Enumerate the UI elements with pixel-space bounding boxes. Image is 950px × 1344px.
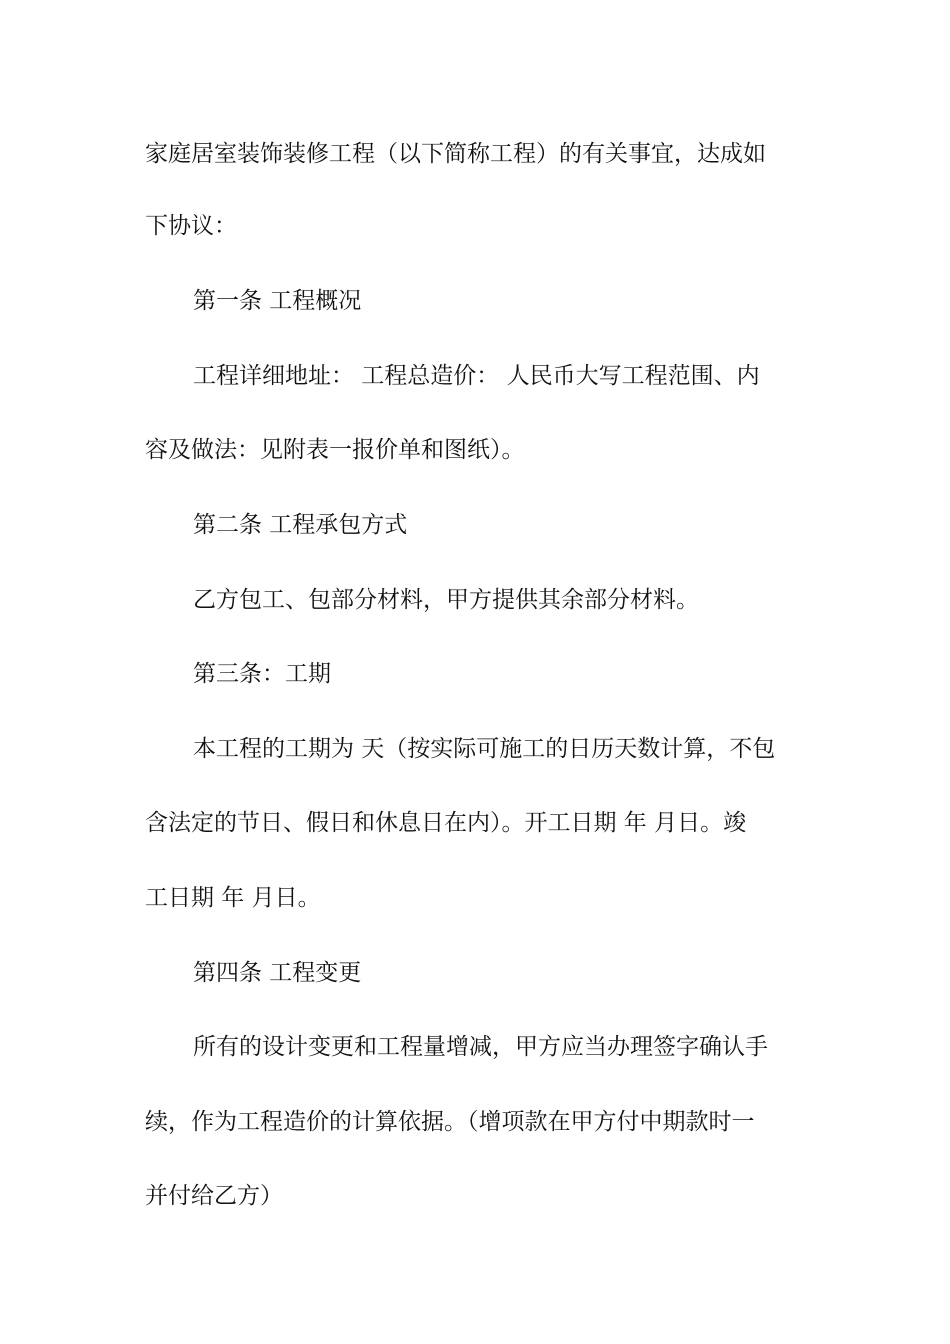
paragraph-line: 所有的设计变更和工程量增减，甲方应当办理签字确认手 [193,1034,768,1060]
section-heading-3: 第三条：工期 [193,661,331,687]
paragraph-line: 容及做法：见附表一报价单和图纸）。 [145,437,525,463]
paragraph-line: 家庭居室装饰装修工程（以下简称工程）的有关事宜，达成如 [145,141,766,167]
paragraph-line: 乙方包工、包部分材料，甲方提供其余部分材料。 [193,587,699,613]
section-heading-4: 第四条 工程变更 [193,960,362,986]
section-heading-1: 第一条 工程概况 [193,288,362,314]
paragraph-line: 含法定的节日、假日和休息日在内）。开工日期 年 月日。竣 [145,810,747,836]
paragraph-line: 工日期 年 月日。 [145,885,321,911]
paragraph-line: 工程详细地址： 工程总造价： 人民币大写工程范围、内 [193,363,760,389]
paragraph-line: 续，作为工程造价的计算依据。（增项款在甲方付中期款时一 [145,1109,755,1135]
paragraph-line: 并付给乙方） [145,1183,283,1209]
section-heading-2: 第二条 工程承包方式 [193,512,408,538]
paragraph-line: 下协议： [145,213,237,239]
paragraph-line: 本工程的工期为 天（按实际可施工的日历天数计算，不包 [193,736,776,762]
